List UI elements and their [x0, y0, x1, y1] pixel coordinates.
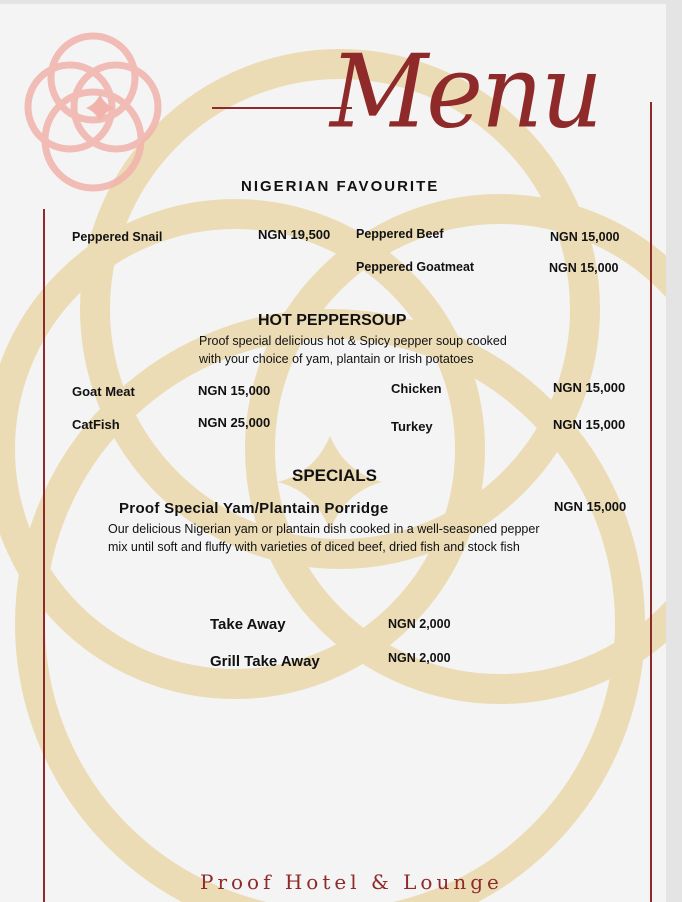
special-item-name: Proof Special Yam/Plantain Porridge — [119, 500, 389, 517]
right-border-line — [650, 102, 652, 902]
menu-item-price: NGN 15,000 — [550, 230, 620, 244]
menu-item-price: NGN 19,500 — [258, 227, 331, 242]
left-border-line — [43, 209, 45, 902]
menu-item-price: NGN 2,000 — [388, 651, 451, 665]
menu-page — [0, 4, 666, 902]
menu-item-name: Turkey — [391, 419, 433, 434]
section-description: Proof special delicious hot & Spicy pepper soup cooked with your choice of yam, plantain or Irish potatoes — [199, 334, 507, 366]
page-title: Menu — [330, 33, 601, 151]
menu-item-price: NGN 25,000 — [198, 415, 271, 430]
menu-item-price: NGN 15,000 — [198, 383, 271, 398]
menu-item-name: Peppered Snail — [72, 230, 163, 244]
special-item-description: Our delicious Nigerian yam or plantain dish cooked in a well-seasoned pepper mix until soft and fluffy with varieties of diced beef, dried fish and stock fish — [108, 522, 540, 554]
interlocking-circles-logo-icon — [18, 22, 168, 200]
menu-item-price: NGN 15,000 — [549, 261, 619, 275]
menu-item-name: Peppered Beef — [356, 227, 444, 241]
special-item-price: NGN 15,000 — [554, 499, 627, 514]
section-heading-specials: SPECIALS — [292, 466, 378, 485]
footer-brand: Proof Hotel & Lounge — [200, 870, 503, 894]
menu-item-name: Grill Take Away — [210, 653, 320, 670]
menu-item-price: NGN 2,000 — [388, 617, 451, 631]
section-heading-peppersoup: HOT PEPPERSOUP — [258, 312, 407, 329]
menu-item-name: Goat Meat — [72, 384, 135, 399]
section-heading-nigerian: NIGERIAN FAVOURITE — [241, 178, 440, 195]
menu-item-price: NGN 15,000 — [553, 380, 626, 395]
menu-item-name: Take Away — [210, 616, 286, 633]
menu-item-price: NGN 15,000 — [553, 417, 626, 432]
menu-item-name: CatFish — [72, 417, 120, 432]
menu-item-name: Chicken — [391, 381, 442, 396]
menu-item-name: Peppered Goatmeat — [356, 260, 475, 274]
